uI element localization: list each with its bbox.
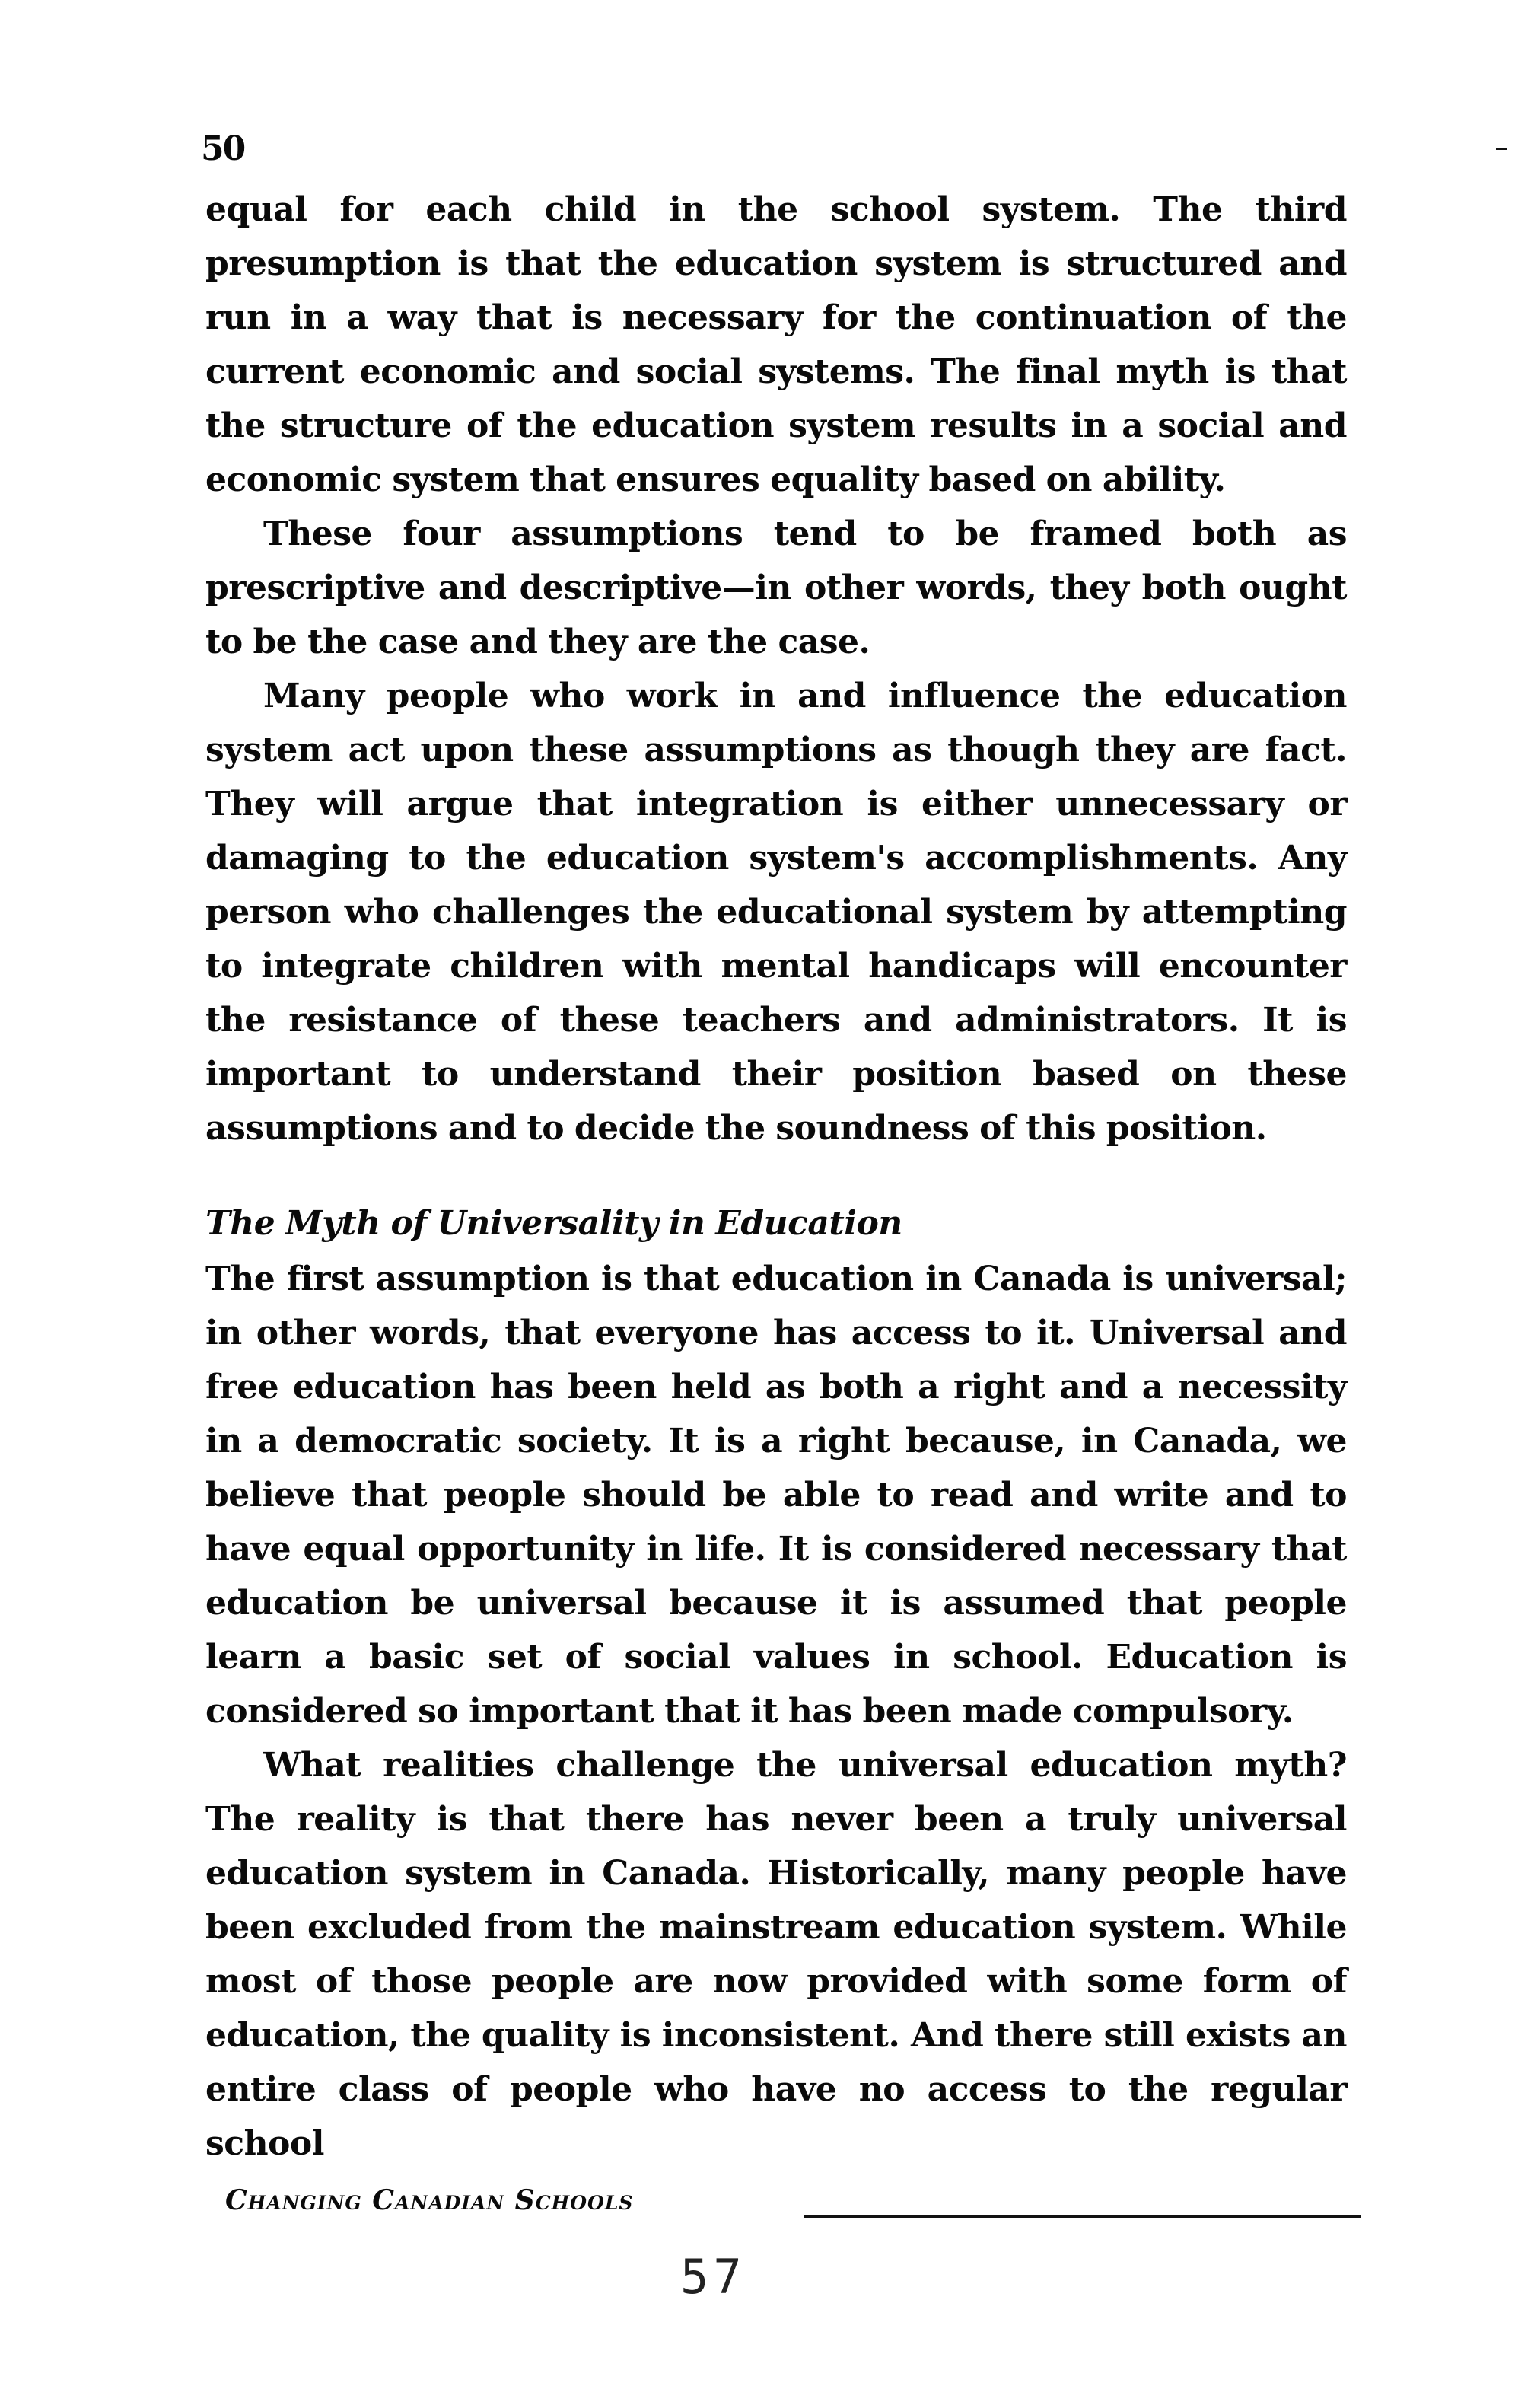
page-number: 50: [201, 129, 245, 168]
footer-rule: [804, 2215, 1361, 2218]
paragraph: The first assumption is that education in Canada is universal; in other words, that everyone has access to it. Universal and free education has been held as both a right and a necessity in a democratic society. It is a right because, in Canada, we believe that people should be able to read and write and to have equal opportunity in life. It is considered necessary that education be universal because it is assumed that people learn a basic set of social values in school. Education is considered so important that it has been made compulsory.: [205, 1260, 1347, 1731]
paragraph: These four assumptions tend to be framed both as prescriptive and descriptive—in other words, they both ought to be the case and they are the case.: [205, 514, 1347, 661]
page-body: [205, 183, 1347, 2171]
paragraph: equal for each child in the school system. The third presumption is that the education system is structured and run in a way that is necessary for the continuation of the current economic and social systems. The final myth is that the structure of the education system results in a social and economic system that ensures equality based on ability.: [205, 190, 1347, 499]
paragraph: Many people who work in and influence the education system act upon these assumptions as though they are fact. They will argue that integration is either unnecessary or damaging to the education system's accomplishments. Any person who challenges the educational system by attempting to integrate children with mental handicaps will encounter the resistance of these teachers and administrators. It is important to understand their position based on these assumptions and to decide the soundness of this position.: [205, 677, 1347, 1148]
section-heading: The Myth of Universality in Education: [205, 1204, 902, 1243]
page-footer: [225, 2184, 1367, 2238]
edge-mark: [1496, 148, 1507, 150]
running-title: Changing Canadian Schools: [225, 2184, 634, 2216]
paragraph: What realities challenge the universal education myth? The reality is that there has never been a truly universal education system in Canada. Historically, many people have been excluded from the mainstream education system. While most of those people are now provided with some form of education, the quality is inconsistent. And there still exists an entire class of people who have no access to the regular school: [205, 1746, 1347, 2163]
folio-number: 57: [680, 2249, 746, 2304]
